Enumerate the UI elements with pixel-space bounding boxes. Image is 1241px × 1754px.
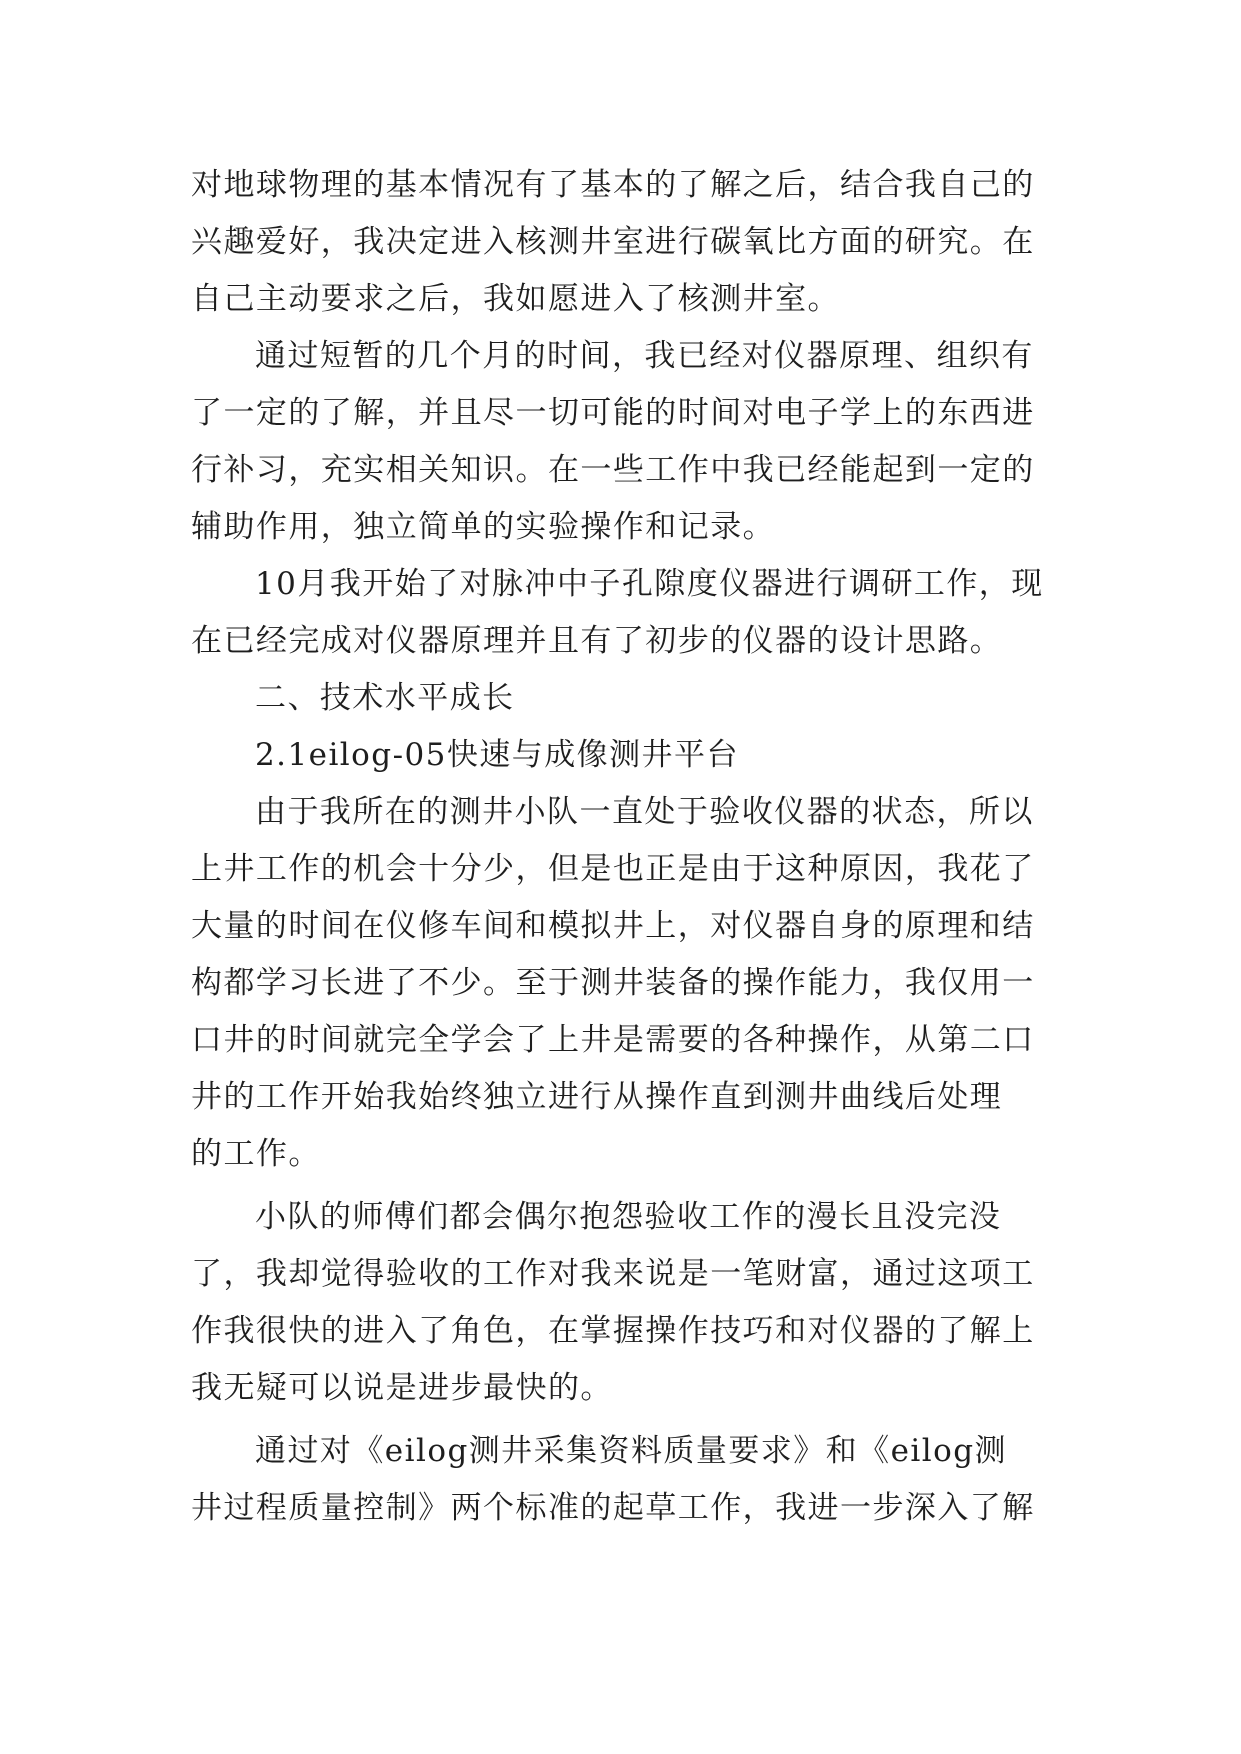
text-line: 井过程质量控制》两个标准的起草工作，我进一步深入了解 — [191, 1490, 1035, 1526]
text-line: 对地球物理的基本情况有了基本的了解之后，结合我自己的 — [191, 167, 1035, 203]
paragraph-first-line: 通过短暂的几个月的时间，我已经对仪器原理、组织有 — [255, 338, 1034, 374]
paragraph-first-line: 小队的师傅们都会偶尔抱怨验收工作的漫长且没完没 — [255, 1199, 1002, 1235]
text-line: 行补习，充实相关知识。在一些工作中我已经能起到一定的 — [191, 452, 1035, 488]
text-line: 了一定的了解，并且尽一切可能的时间对电子学上的东西进 — [191, 395, 1035, 431]
section-heading: 二、技术水平成长 — [255, 680, 515, 716]
text-line: 自己主动要求之后，我如愿进入了核测井室。 — [191, 281, 840, 317]
text-line: 大量的时间在仪修车间和模拟井上，对仪器自身的原理和结 — [191, 908, 1035, 944]
paragraph-first-line: 通过对《eilog测井采集资料质量要求》和《eilog测 — [255, 1433, 1007, 1469]
paragraph-first-line: 10月我开始了对脉冲中子孔隙度仪器进行调研工作，现 — [255, 566, 1044, 602]
subsection-heading: 2.1eilog-05快速与成像测井平台 — [255, 737, 739, 773]
text-line: 辅助作用，独立简单的实验操作和记录。 — [191, 509, 776, 545]
text-line: 了，我却觉得验收的工作对我来说是一笔财富，通过这项工 — [191, 1256, 1035, 1292]
text-line: 在已经完成对仪器原理并且有了初步的仪器的设计思路。 — [191, 623, 1003, 659]
text-line: 兴趣爱好，我决定进入核测井室进行碳氧比方面的研究。在 — [191, 224, 1035, 260]
text-line: 作我很快的进入了角色，在掌握操作技巧和对仪器的了解上 — [191, 1313, 1035, 1349]
text-line: 我无疑可以说是进步最快的。 — [191, 1370, 613, 1406]
text-line: 的工作。 — [191, 1136, 321, 1172]
body-text — [191, 157, 1051, 1537]
text-line: 口井的时间就完全学会了上井是需要的各种操作，从第二口 — [191, 1022, 1035, 1058]
text-line: 井的工作开始我始终独立进行从操作直到测井曲线后处理 — [191, 1079, 1003, 1115]
text-line: 构都学习长进了不少。至于测井装备的操作能力，我仅用一 — [191, 965, 1035, 1001]
text-line: 上井工作的机会十分少，但是也正是由于这种原因，我花了 — [191, 851, 1035, 887]
paragraph-first-line: 由于我所在的测井小队一直处于验收仪器的状态，所以 — [255, 794, 1034, 830]
